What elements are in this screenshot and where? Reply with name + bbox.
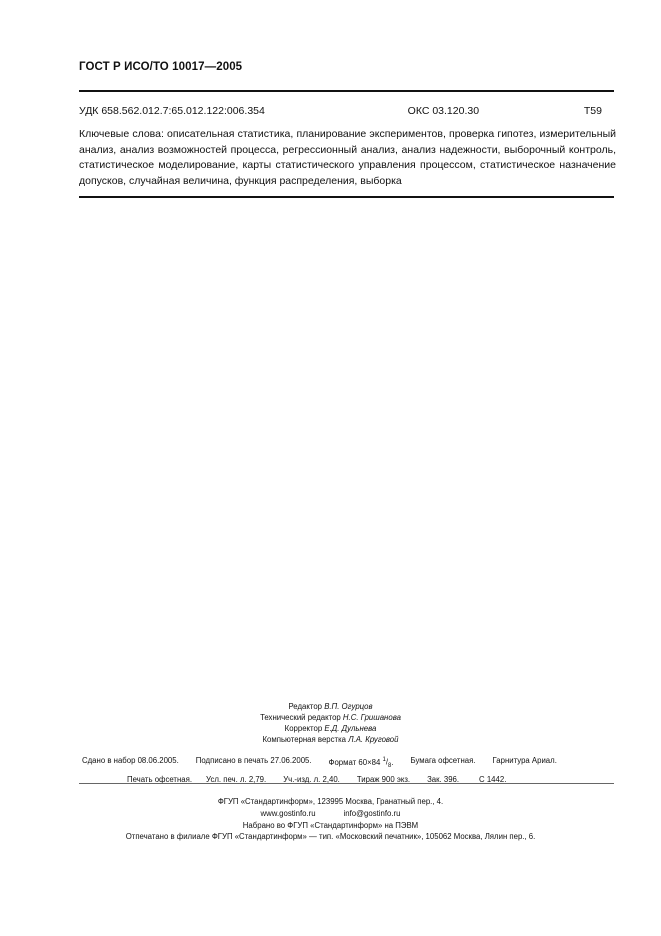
imprint-divider xyxy=(79,783,614,784)
publisher-contacts xyxy=(0,808,661,820)
typeset-note: Набрано во ФГУП «Стандартинформ» на ПЭВМ xyxy=(242,820,419,830)
printed-note: Отпечатано в филиале ФГУП «Стандартинформ» — тип. «Московский печатник», 105062 Москва, Лялин пер., 6. xyxy=(125,832,536,842)
publisher-address: ФГУП «Стандартинформ», 123995 Москва, Гранатный пер., 4. xyxy=(217,797,444,806)
imprint-line-1: Сдано в набор 08.06.2005. Подписано в печать 27.06.2005. Формат 60×84 $^1/_8$. Бумага офсетная. Гарнитура Ариал. xyxy=(82,756,557,770)
layout-credit: Компьютерная верстка Л.А. Круговой xyxy=(262,735,399,744)
corrector-credit: Корректор Е.Д. Дульнева xyxy=(284,724,377,733)
publisher-site: www.gostinfo.ru xyxy=(260,808,316,818)
document-designation: ГОСТ Р ИСО/ТО 10017—2005 xyxy=(79,61,243,73)
imprint-line-2: Печать офсетная. Усл. печ. л. 2,79. Уч.-изд. л. 2,40. Тираж 900 экз. Зак. 396. С 1442. xyxy=(127,775,507,785)
publisher-email: info@gostinfo.ru xyxy=(343,808,401,818)
keywords-paragraph: Ключевые слова: описательная статистика, планирование экспериментов, проверка гипотез, измерительный анализ, анализ возможностей процесса, регрессионный анализ, анализ надежности, выборочный контроль, статистическое моделирование, карты статистического управления процессом, статистическое назначение допусков, случайная величина, функция распределения, выборка xyxy=(79,128,616,187)
tech-editor-credit: Технический редактор Н.С. Гришанова xyxy=(260,713,401,722)
oks-code: ОКС 03.120.30 xyxy=(407,105,480,117)
publisher-info xyxy=(0,796,661,843)
classification-row xyxy=(79,105,602,117)
udk-code: УДК 658.562.012.7:65.012.122:006.354 xyxy=(79,105,265,117)
top-divider xyxy=(79,90,614,92)
print-imprint xyxy=(82,754,557,786)
editor-credit: Редактор В.П. Огурцов xyxy=(288,702,373,711)
group-code: Т59 xyxy=(583,105,602,117)
keywords-divider xyxy=(79,196,614,198)
editorial-credits xyxy=(0,701,661,745)
